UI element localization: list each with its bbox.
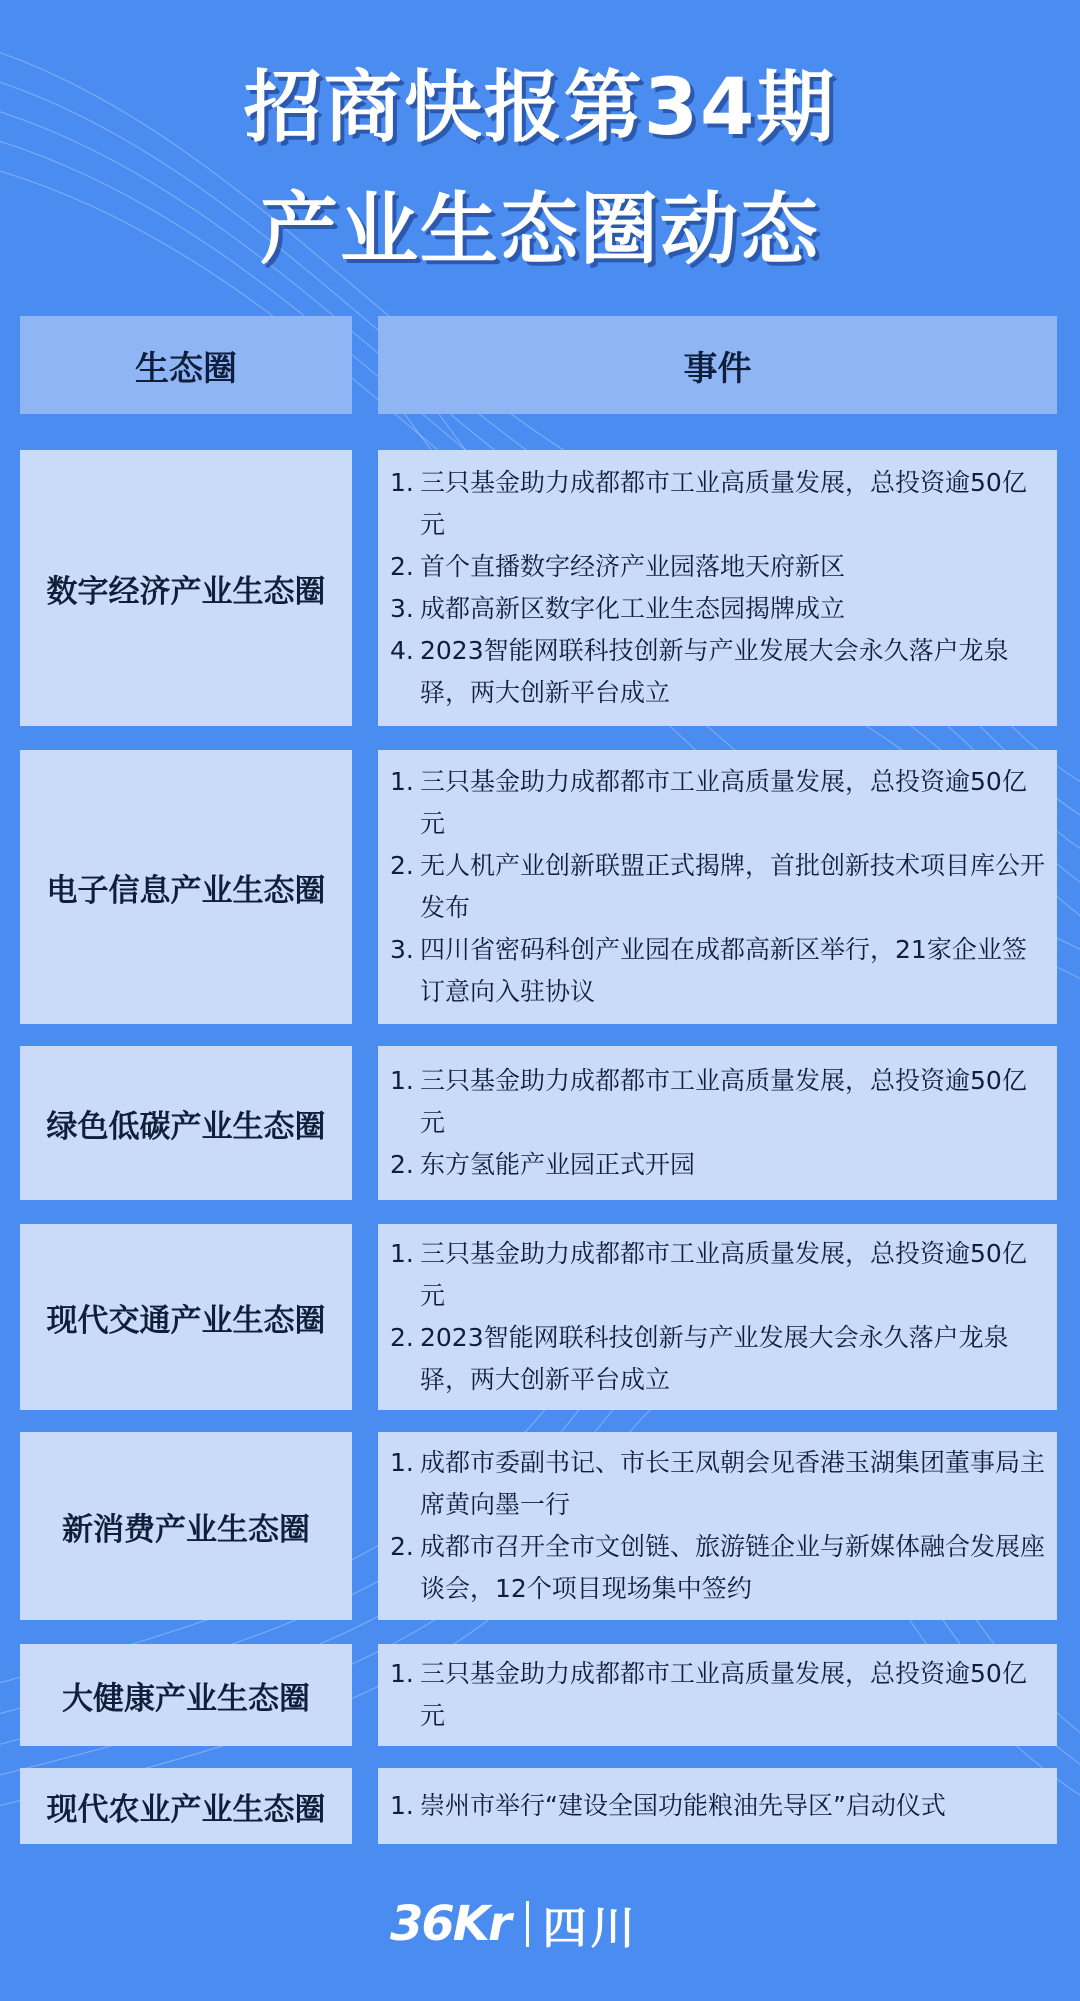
event-item: 2. 东方氢能产业园正式开园 (390, 1150, 696, 1179)
title-line-1: 招商快报第34期 (243, 63, 837, 153)
event-item: 2. 2023智能网联科技创新与产业发展大会永久落户龙泉驿，两大创新平台成立 (390, 1323, 1009, 1394)
event-item: 3. 成都高新区数字化工业生态园揭牌成立 (390, 594, 846, 623)
event-item: 1. 三只基金助力成都都市工业高质量发展，总投资逾50亿元 (390, 767, 1027, 838)
ecosystem-electronic-info: 电子信息产业生态圈 (20, 750, 352, 1024)
ecosystem-modern-transport: 现代交通产业生态圈 (20, 1224, 352, 1410)
event-item: 1. 三只基金助力成都都市工业高质量发展，总投资逾50亿元 (390, 1066, 1027, 1137)
brand-logo: 36Kr (390, 1896, 510, 1952)
event-item: 2. 成都市召开全市文创链、旅游链企业与新媒体融合发展座谈会，12个项目现场集中签约 (390, 1532, 1046, 1603)
events-electronic-info (378, 750, 1057, 1024)
event-item: 1. 成都市委副书记、市长王凤朝会见香港玉湖集团董事局主席黄向墨一行 (390, 1448, 1046, 1519)
event-item: 1. 三只基金助力成都都市工业高质量发展，总投资逾50亿元 (390, 1239, 1027, 1310)
event-item: 1. 三只基金助力成都都市工业高质量发展，总投资逾50亿元 (390, 1659, 1027, 1730)
event-item: 4. 2023智能网联科技创新与产业发展大会永久落户龙泉驿，两大创新平台成立 (390, 636, 1009, 707)
ecosystem-digital-economy: 数字经济产业生态圈 (20, 450, 352, 726)
event-item: 2. 首个直播数字经济产业园落地天府新区 (390, 552, 846, 581)
events-big-health (378, 1644, 1057, 1746)
brand-region: 四川 (542, 1903, 639, 1954)
events-new-consumption (378, 1432, 1057, 1620)
event-item: 1. 崇州市举行“建设全国功能粮油先导区”启动仪式 (390, 1791, 946, 1820)
events-modern-transport (378, 1224, 1057, 1410)
ecosystem-modern-agriculture: 现代农业产业生态圈 (20, 1768, 352, 1844)
event-item: 2. 无人机产业创新联盟正式揭牌，首批创新技术项目库公开发布 (390, 851, 1046, 922)
ecosystem-big-health: 大健康产业生态圈 (20, 1644, 352, 1746)
header-ecosystem: 生态圈 (20, 316, 352, 414)
event-item: 1. 三只基金助力成都都市工业高质量发展，总投资逾50亿元 (390, 468, 1027, 539)
events-green-low-carbon (378, 1046, 1057, 1200)
header-events: 事件 (378, 316, 1057, 414)
events-digital-economy (378, 450, 1057, 726)
ecosystem-new-consumption: 新消费产业生态圈 (20, 1432, 352, 1620)
event-item: 3. 四川省密码科创产业园在成都高新区举行，21家企业签订意向入驻协议 (390, 935, 1027, 1006)
brand-footer (390, 1894, 639, 1954)
title-line-2: 产业生态圈动态 (259, 185, 820, 275)
ecosystem-green-low-carbon: 绿色低碳产业生态圈 (20, 1046, 352, 1200)
events-modern-agriculture (378, 1768, 1057, 1844)
brand-divider (526, 1901, 529, 1947)
